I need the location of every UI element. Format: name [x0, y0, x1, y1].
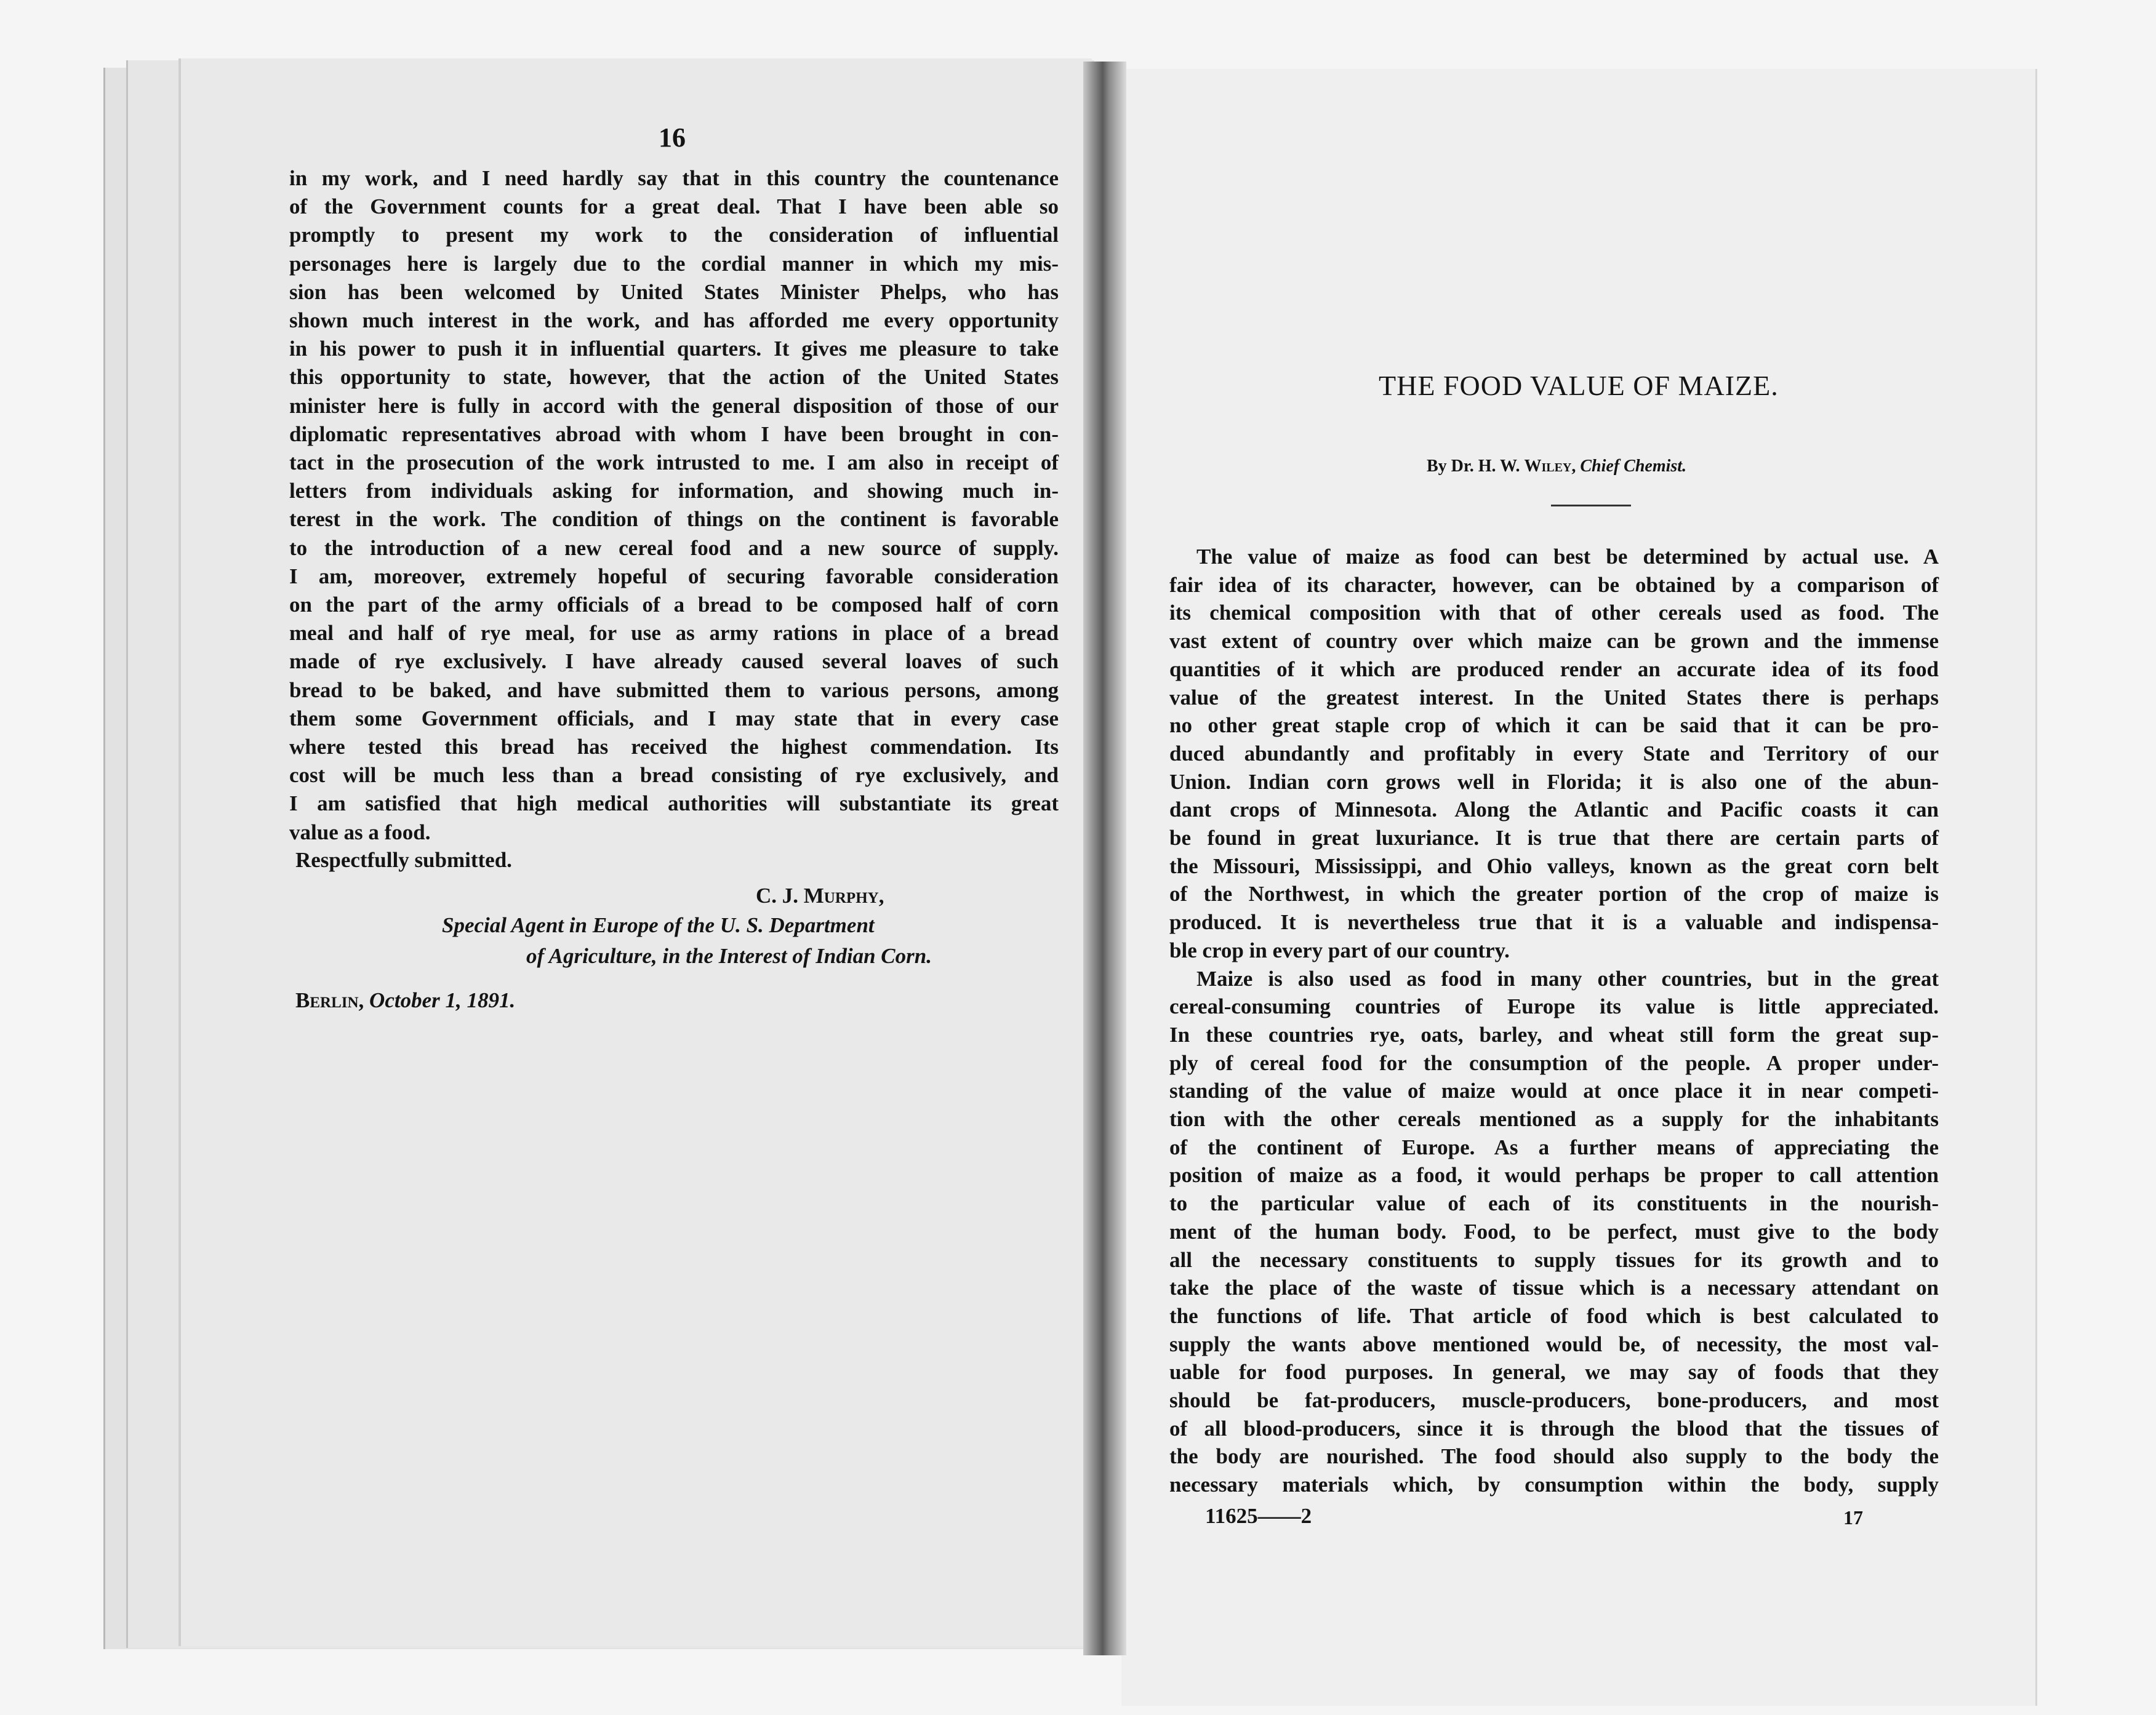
right-page-text-line: In these countries rye, oats, barley, and wheat still form the great sup-	[1169, 1022, 1939, 1047]
article-title: THE FOOD VALUE OF MAIZE.	[1379, 370, 1779, 401]
right-page-text-line: Maize is also used as food in many other countries, but in the great	[1196, 966, 1939, 991]
title-rule	[1551, 505, 1631, 506]
left-page-text-line: cost will be much less than a bread consisting of rye exclusively, and	[289, 763, 1059, 788]
left-page-text-line: on the part of the army officials of a bread to be composed half of corn	[289, 593, 1059, 617]
dateline-place: Berlin,	[295, 988, 364, 1012]
right-page-text-line: vast extent of country over which maize can be grown and the immense	[1169, 629, 1939, 654]
left-page-text-line: of the Government counts for a great deal. That I have been able so	[289, 194, 1059, 219]
byline-role: Chief Chemist.	[1580, 457, 1687, 476]
left-page-text-line: I am, moreover, extremely hopeful of securing favorable consideration	[289, 564, 1059, 588]
left-page-text-line: meal and half of rye meal, for use as army rations in place of a bread	[289, 621, 1059, 646]
left-page-text-line: personages here is largely due to the cordial manner in which my mis-	[289, 251, 1059, 276]
left-page-text-line: promptly to present my work to the consideration of influential	[289, 223, 1059, 247]
left-page-text-line: sion has been welcomed by United States Minister Phelps, who has	[289, 279, 1059, 304]
right-page-text-line: value of the greatest interest. In the United States there is perhaps	[1169, 685, 1939, 710]
left-page-text-line: letters from individuals asking for information, and showing much in-	[289, 479, 1059, 503]
right-page-text-line: the Missouri, Mississippi, and Ohio valleys, known as the great corn belt	[1169, 854, 1939, 878]
signature-title-line-2	[526, 944, 932, 969]
right-page-text-line: The value of maize as food can best be determined by actual use. A	[1196, 545, 1939, 569]
left-page-text-line: to the introduction of a new cereal food and a new source of supply.	[289, 535, 1059, 560]
right-page-text-line: position of maize as a food, it would perhaps be proper to call attention	[1169, 1163, 1939, 1188]
page-number-left: 16	[659, 122, 686, 153]
right-page-text-line: take the place of the waste of tissue which is a necessary attendant on	[1169, 1276, 1939, 1300]
right-page-text-line: ble crop in every part of our country.	[1169, 938, 1510, 962]
left-page-text-line: them some Government officials, and I may state that in every case	[289, 706, 1059, 730]
right-page-text-line: standing of the value of maize would at once place it in near competi-	[1169, 1079, 1939, 1103]
right-page-text-line: duced abundantly and profitably in every State and Territory of our	[1169, 741, 1939, 766]
right-page-text-line: supply the wants above mentioned would be, of necessity, the most val-	[1169, 1332, 1939, 1356]
right-page-text-line: uable for food purposes. In general, we may say of foods that they	[1169, 1360, 1939, 1385]
right-page-text-line: dant crops of Minnesota. Along the Atlantic and Pacific coasts it can	[1169, 798, 1939, 822]
left-page-text-line: made of rye exclusively. I have already caused several loaves of such	[289, 649, 1059, 674]
right-page-text-line: produced. It is nevertheless true that it is a valuable and indispensa-	[1169, 910, 1939, 935]
left-page-text-line: minister here is fully in accord with the general disposition of those of our	[289, 393, 1059, 418]
signature-name: C. J. Murphy,	[756, 884, 884, 908]
left-page-text-line: in my work, and I need hardly say that in this country the countenance	[289, 166, 1059, 190]
left-page-text-line: tact in the prosecution of the work intrusted to me. I am also in receipt of	[289, 450, 1059, 474]
right-page-text-line: of the Northwest, in which the greater portion of the crop of maize is	[1169, 882, 1939, 906]
right-page-text-line: its chemical composition with that of other cereals used as food. The	[1169, 601, 1939, 625]
signature-title-1: Special Agent in Europe of the U. S. Department	[442, 913, 875, 937]
byline-prefix: By Dr. H. W.	[1427, 457, 1520, 476]
byline-name: Wiley,	[1524, 457, 1576, 476]
signature-mark: 11625——2	[1205, 1504, 1312, 1528]
right-page-text-line: be found in great luxuriance. It is true that there are certain parts of	[1169, 826, 1939, 850]
left-page-text-line: diplomatic representatives abroad with whom I have been brought in con-	[289, 422, 1059, 446]
article-byline	[1427, 457, 1686, 476]
signature-title-line-1	[442, 913, 875, 938]
right-page-text-line: Union. Indian corn grows well in Florida; it is also one of the abun-	[1169, 769, 1939, 794]
left-page-text-line: this opportunity to state, however, that the action of the United States	[289, 365, 1059, 390]
book-gutter	[1083, 62, 1126, 1655]
left-page-text-line: value as a food.	[289, 820, 431, 844]
dateline	[295, 988, 515, 1013]
right-page-text-line: fair idea of its character, however, can be obtained by a comparison of	[1169, 572, 1939, 597]
right-page-text-line: the body are nourished. The food should also supply to the body the	[1169, 1444, 1939, 1469]
right-page-text-line: should be fat-producers, muscle-producers, bone-producers, and most	[1169, 1388, 1939, 1412]
right-page-text-line: necessary materials which, by consumption within the body, supply	[1169, 1473, 1939, 1497]
closing: Respectfully submitted.	[295, 848, 512, 872]
right-page-text-line: of all blood-producers, since it is through the blood that the tissues of	[1169, 1416, 1939, 1441]
left-page-text-line: I am satisfied that high medical authorities will substantiate its great	[289, 791, 1059, 816]
right-page-text-line: quantities of it which are produced render an accurate idea of its food	[1169, 657, 1939, 681]
left-page-text-line: where tested this bread has received the highest commendation. Its	[289, 735, 1059, 759]
right-page-text-line: all the necessary constituents to supply tissues for its growth and to	[1169, 1247, 1939, 1272]
right-page-text-line: ment of the human body. Food, to be perfect, must give to the body	[1169, 1219, 1939, 1244]
dateline-date: October 1, 1891.	[369, 988, 516, 1012]
left-page-text-line: bread to be baked, and have submitted them to various persons, among	[289, 678, 1059, 702]
left-page-text-line: terest in the work. The condition of things on the continent is favorable	[289, 507, 1059, 532]
page-number-right: 17	[1843, 1506, 1863, 1529]
right-page-text-line: no other great staple crop of which it can be said that it can be pro-	[1169, 713, 1939, 738]
right-page-text-line: ply of cereal food for the consumption of the people. A proper under-	[1169, 1050, 1939, 1075]
right-page-text-line: tion with the other cereals mentioned as a supply for the inhabitants	[1169, 1107, 1939, 1131]
signature-title-2: of Agriculture, in the Interest of Indian Corn.	[526, 944, 932, 968]
right-page-text-line: to the particular value of each of its constituents in the nourish-	[1169, 1191, 1939, 1216]
left-page-text-line: shown much interest in the work, and has afforded me every opportunity	[289, 308, 1059, 332]
left-page-text-line: in his power to push it in influential quarters. It gives me pleasure to take	[289, 337, 1059, 361]
right-page-text-line: of the continent of Europe. As a further means of appreciating the	[1169, 1135, 1939, 1159]
right-page-text-line: cereal-consuming countries of Europe its value is little appreciated.	[1169, 994, 1939, 1019]
right-page-text-line: the functions of life. That article of food which is best calculated to	[1169, 1303, 1939, 1328]
